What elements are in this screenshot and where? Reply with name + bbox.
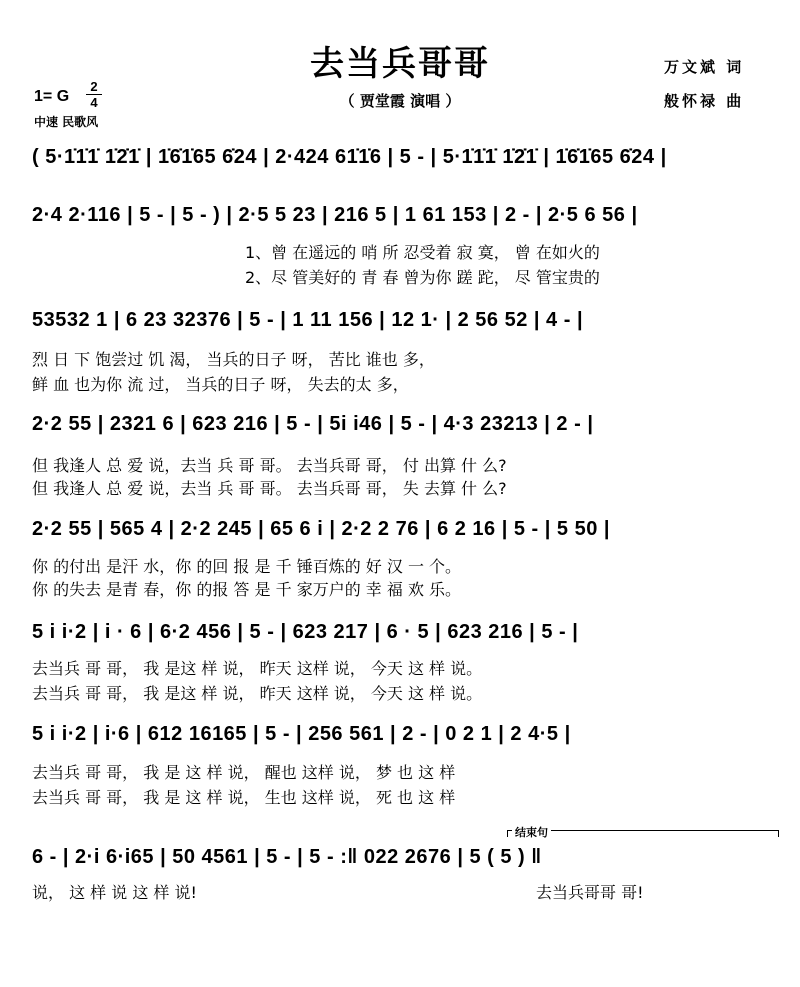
score-line-3: 53532 1 | 6 23 32376 | 5 - | 1 11 156 | 12 1· | 2 56 52 | 4 - |	[32, 309, 584, 331]
lyric-line-7-verse-2: 去当兵 哥 哥， 我 是 这 样 说， 生也 这样 说， 死 也 这 样	[32, 788, 456, 807]
time-signature-top: 2	[90, 79, 98, 94]
composer-credit: 般怀禄 曲	[664, 92, 745, 110]
score-line-8: 6 - | 2·i 6·i65 | 50 4561 | 5 - | 5 - :‖ 022 2676 | 5 ( 5 ) ‖	[32, 846, 542, 868]
lyric-line-3-verse-1: 烈 日 下 饱尝过 饥 渴， 当兵的日子 呀， 苦比 谁也 多，	[32, 350, 435, 369]
score-line-5: 2·2 55 | 565 4 | 2·2 245 | 65 6 i | 2·2 2 76 | 6 2 16 | 5 - | 5 50 |	[32, 518, 611, 540]
lyric-line-5-verse-1: 你 的付出 是汗 水，你 的回 报 是 千 锤百炼的 好 汉 一 个。	[32, 557, 462, 576]
score-line-2: 2·4 2·116 | 5 - | 5 - ) | 2·5 5 23 | 216 5 | 1 61 153 | 2 - | 2·5 6 56 |	[32, 204, 638, 226]
time-signature-bottom: 4	[90, 95, 98, 110]
lyric-line-2-verse-2: 2、尽 管美好的 青 春 曾为你 蹉 跎， 尽 管宝贵的	[245, 268, 600, 287]
lyric-line-8: 说， 这 样 说 这 样 说!	[32, 883, 197, 902]
tempo-marking: 中速 民歌风	[34, 115, 99, 129]
ending-lyric: 去当兵哥哥 哥!	[536, 883, 644, 902]
lyric-line-6-verse-1: 去当兵 哥 哥， 我 是这 样 说， 昨天 这样 说， 今天 这 样 说。	[32, 659, 483, 678]
score-line-1: ( 5·1̇1̇1̇ 1̇2̇1̇ | 1̇6̇1̇65 6̇24 | 2·424 61̇1̇6 | 5 - | 5·1̇1̇1̇ 1̇2̇1̇ | 1̇6̇1̇65 6̇24 |	[32, 146, 667, 168]
lyric-line-3-verse-2: 鲜 血 也为你 流 过， 当兵的日子 呀， 失去的太 多，	[32, 375, 409, 394]
ending-label: 结束句	[512, 824, 551, 840]
lyricist-credit: 万文斌 词	[664, 58, 745, 76]
score-line-6: 5 i i·2 | i · 6 | 6·2 456 | 5 - | 623 217 | 6 · 5 | 623 216 | 5 - |	[32, 621, 579, 643]
lyric-line-6-verse-2: 去当兵 哥 哥， 我 是这 样 说， 昨天 这样 说， 今天 这 样 说。	[32, 684, 483, 703]
lyric-line-4-verse-1: 但 我逢人 总 爱 说，去当 兵 哥 哥。 去当兵哥 哥， 付 出算 什 么?	[32, 456, 507, 475]
score-line-7: 5 i i·2 | i·6 | 612 16165 | 5 - | 256 561 | 2 - | 0 2 1 | 2 4·5 |	[32, 723, 571, 745]
key-signature: 1= G	[34, 88, 70, 105]
lyric-line-7-verse-1: 去当兵 哥 哥， 我 是 这 样 说， 醒也 这样 说， 梦 也 这 样	[32, 763, 456, 782]
time-signature	[86, 80, 102, 109]
song-title: 去当兵哥哥	[310, 44, 490, 84]
singer-credit: （ 贾堂霞 演唱 ）	[339, 92, 461, 110]
lyric-line-5-verse-2: 你 的失去 是青 春，你 的报 答 是 千 家万户的 幸 福 欢 乐。	[32, 580, 462, 599]
lyric-line-2-verse-1: 1、曾 在遥远的 哨 所 忍受着 寂 寞， 曾 在如火的	[245, 243, 600, 262]
lyric-line-4-verse-2: 但 我逢人 总 爱 说，去当 兵 哥 哥。 去当兵哥 哥， 失 去算 什 么?	[32, 479, 507, 498]
score-line-4: 2·2 55 | 2321 6 | 623 216 | 5 - | 5i i46 | 5 - | 4·3 23213 | 2 - |	[32, 413, 594, 435]
